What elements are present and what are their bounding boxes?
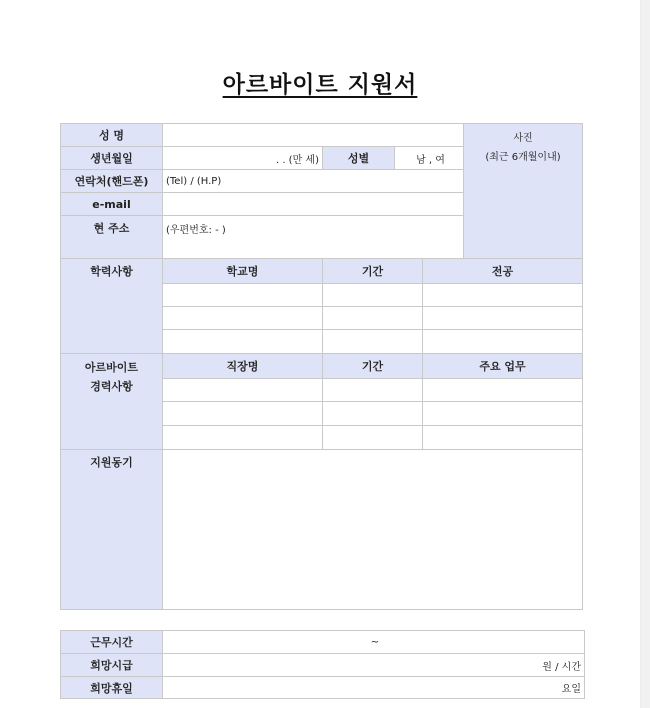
gender-label: 성별	[322, 146, 395, 170]
motivation-label: 지원동기	[60, 449, 163, 610]
career-row-3-duties[interactable]	[422, 425, 583, 450]
photo-box[interactable]	[463, 123, 583, 259]
education-row-1-period[interactable]	[322, 283, 423, 307]
education-section-label: 학력사항	[60, 258, 163, 354]
address-label: 현 주소	[60, 215, 163, 259]
page-title	[0, 66, 640, 99]
photo-note: (최근 6개월이내)	[485, 152, 561, 163]
gender-field[interactable]: 남 , 여	[394, 146, 464, 170]
career-row-1-period[interactable]	[322, 378, 423, 402]
motivation-field[interactable]	[162, 449, 583, 610]
contact-label: 연락처(핸드폰)	[60, 169, 163, 193]
education-row-3-major[interactable]	[422, 329, 583, 354]
day-off-field[interactable]: 요일	[162, 676, 585, 699]
contact-field[interactable]: (Tel) / (H.P)	[162, 169, 464, 193]
education-row-3-period[interactable]	[322, 329, 423, 354]
education-col-major: 전공	[422, 258, 583, 284]
vertical-scrollbar[interactable]	[640, 0, 650, 708]
education-row-1-school[interactable]	[162, 283, 323, 307]
email-field[interactable]	[162, 192, 464, 216]
name-label: 성 명	[60, 123, 163, 147]
education-col-period: 기간	[322, 258, 423, 284]
education-row-2-major[interactable]	[422, 306, 583, 330]
address-field[interactable]: (우편번호: - )	[162, 215, 464, 259]
education-row-2-school[interactable]	[162, 306, 323, 330]
birth-label: 생년월일	[60, 146, 163, 170]
email-label: e-mail	[60, 192, 163, 216]
career-row-1-duties[interactable]	[422, 378, 583, 402]
career-row-3-workplace[interactable]	[162, 425, 323, 450]
career-col-period: 기간	[322, 353, 423, 379]
education-row-3-school[interactable]	[162, 329, 323, 354]
career-row-3-period[interactable]	[322, 425, 423, 450]
career-row-2-workplace[interactable]	[162, 401, 323, 426]
work-hours-field[interactable]: ~	[162, 630, 585, 654]
photo-label: 사진	[513, 133, 533, 144]
education-row-1-major[interactable]	[422, 283, 583, 307]
title-text: 아르바이트 지원서	[222, 72, 418, 98]
wage-label: 희망시급	[60, 653, 163, 677]
career-col-workplace: 직장명	[162, 353, 323, 379]
day-off-label: 희망휴일	[60, 676, 163, 699]
name-field[interactable]	[162, 123, 464, 147]
career-row-1-workplace[interactable]	[162, 378, 323, 402]
birth-field[interactable]: . . (만 세)	[162, 146, 323, 170]
career-section-label	[60, 353, 163, 450]
career-col-duties: 주요 업무	[422, 353, 583, 379]
career-label-line1: 아르바이트	[84, 361, 139, 374]
education-row-2-period[interactable]	[322, 306, 423, 330]
career-row-2-period[interactable]	[322, 401, 423, 426]
education-col-school: 학교명	[162, 258, 323, 284]
career-row-2-duties[interactable]	[422, 401, 583, 426]
work-hours-label: 근무시간	[60, 630, 163, 654]
career-label-line2: 경력사항	[90, 380, 133, 393]
wage-field[interactable]: 원 / 시간	[162, 653, 585, 677]
